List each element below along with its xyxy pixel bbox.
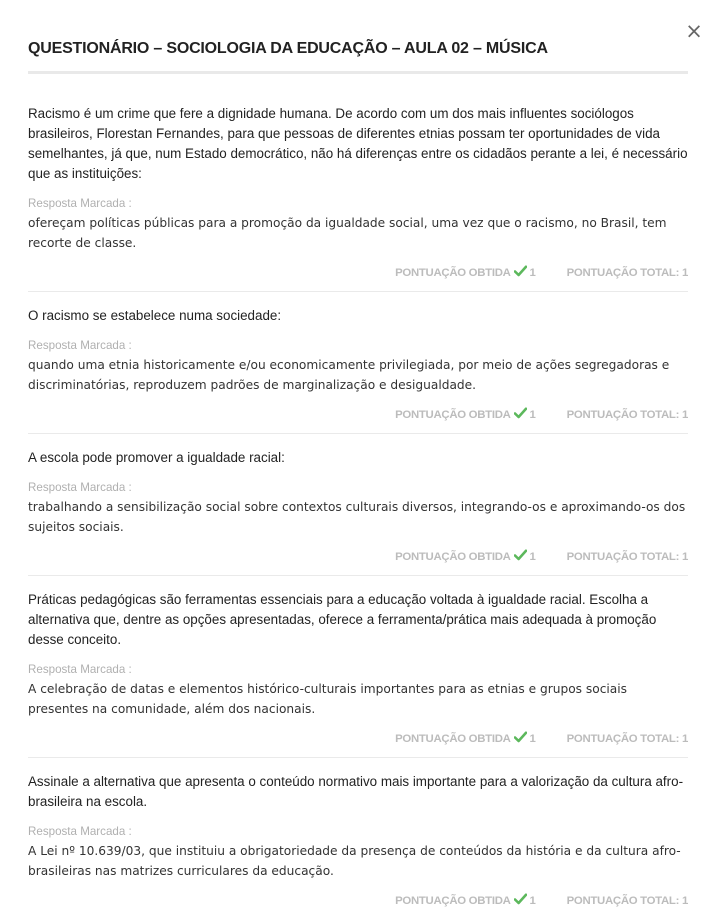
question-item (28, 590, 688, 758)
answer-text: trabalhando a sensibilização social sobre contextos culturais diversos, integrando-os e aproximando-os dos sujeitos sociais. (28, 500, 686, 534)
score-obtained-label: PONTUAÇÃO OBTIDA (395, 267, 511, 279)
check-icon (514, 731, 527, 743)
score-obtained-value: 1 (529, 733, 536, 745)
score-obtained-value: 1 (529, 409, 536, 421)
score-obtained-label: PONTUAÇÃO OBTIDA (395, 733, 511, 745)
check-icon (514, 549, 527, 561)
score-total-label: PONTUAÇÃO TOTAL: (566, 409, 680, 421)
score-obtained (395, 731, 535, 747)
score-obtained (395, 893, 535, 909)
question-list (28, 104, 688, 919)
score-row (28, 265, 688, 281)
score-obtained-value: 1 (529, 895, 536, 907)
score-obtained-label: PONTUAÇÃO OBTIDA (395, 895, 511, 907)
score-obtained-value: 1 (529, 551, 536, 563)
answer-text: ofereçam políticas públicas para a promoção da igualdade social, uma vez que o racismo, no Brasil, tem recorte de classe. (28, 216, 667, 250)
score-total (567, 549, 688, 565)
question-text: Racismo é um crime que fere a dignidade humana. De acordo com um dos mais influentes sociólogos brasileiros, Florestan Fernandes, para que pessoas de diferentes etnias possam ter oportunidades de vida semelhantes, já que, num Estado democrático, não há diferenças entre os cidadãos perante a lei, é necessário que as instituições: (28, 106, 688, 181)
check-icon (514, 265, 527, 277)
score-row (28, 893, 688, 909)
answer-label: Resposta Marcada : (28, 663, 132, 676)
score-obtained-label: PONTUAÇÃO OBTIDA (395, 551, 511, 563)
score-total (567, 731, 688, 747)
score-obtained-value: 1 (529, 267, 536, 279)
check-icon (514, 407, 527, 419)
score-total-label: PONTUAÇÃO TOTAL: (566, 267, 680, 279)
question-item (28, 448, 688, 576)
score-total-value: 1 (681, 409, 688, 421)
close-icon[interactable]: × (685, 19, 703, 43)
score-obtained (395, 407, 535, 423)
answer-text: A Lei nº 10.639/03, que instituiu a obrigatoriedade da presença de conteúdos da história e da cultura afro-brasileiras nas matrizes curriculares da educação. (28, 844, 681, 878)
check-icon (514, 893, 527, 905)
answer-label: Resposta Marcada : (28, 339, 132, 352)
score-total (567, 265, 688, 281)
score-obtained (395, 265, 535, 281)
answer-label: Resposta Marcada : (28, 197, 132, 210)
score-total-value: 1 (681, 733, 688, 745)
score-total-value: 1 (681, 895, 688, 907)
title-divider (28, 71, 688, 74)
answer-text: A celebração de datas e elementos histórico-culturais importantes para as etnias e grupos sociais presentes na comunidade, além dos nacionais. (28, 682, 627, 716)
answer-text: quando uma etnia historicamente e/ou economicamente privilegiada, por meio de ações segregadoras e discriminatórias, reproduzem padrões de marginalização e desigualdade. (28, 358, 670, 392)
question-item (28, 772, 688, 909)
score-total (567, 407, 688, 423)
score-row (28, 407, 688, 423)
answer-label: Resposta Marcada : (28, 481, 132, 494)
score-obtained-label: PONTUAÇÃO OBTIDA (395, 409, 511, 421)
question-text: Práticas pedagógicas são ferramentas essenciais para a educação voltada à igualdade racial. Escolha a alternativa que, dentre as opções apresentadas, oferece a ferramenta/prática mais adequada à promoção desse conceito. (28, 592, 657, 647)
question-text: Assinale a alternativa que apresenta o conteúdo normativo mais importante para a valorização da cultura afro-brasileira na escola. (28, 774, 684, 809)
score-total-label: PONTUAÇÃO TOTAL: (566, 733, 680, 745)
question-text: A escola pode promover a igualdade racial: (28, 450, 285, 465)
answer-label: Resposta Marcada : (28, 825, 132, 838)
score-row (28, 731, 688, 747)
score-total-value: 1 (681, 267, 688, 279)
score-total-label: PONTUAÇÃO TOTAL: (566, 551, 680, 563)
question-item (28, 104, 688, 292)
modal-header (28, 38, 688, 74)
score-total-value: 1 (681, 551, 688, 563)
question-item (28, 306, 688, 434)
page-title: QUESTIONÁRIO – SOCIOLOGIA DA EDUCAÇÃO – AULA 02 – MÚSICA (28, 40, 548, 57)
score-total-label: PONTUAÇÃO TOTAL: (566, 895, 680, 907)
score-total (567, 893, 688, 909)
score-obtained (395, 549, 535, 565)
question-text: O racismo se estabelece numa sociedade: (28, 308, 282, 323)
score-row (28, 549, 688, 565)
